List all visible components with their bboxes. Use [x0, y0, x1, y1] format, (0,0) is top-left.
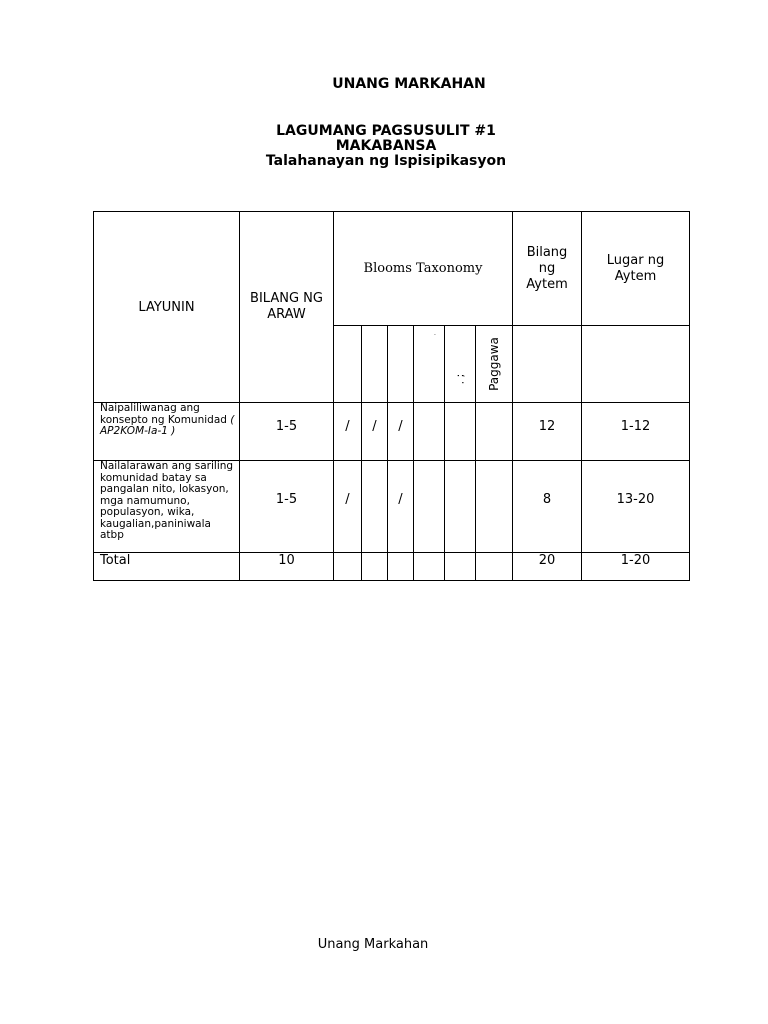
- header-blooms-label: Blooms Taxonomy: [363, 261, 483, 276]
- objective-cell: [94, 461, 240, 553]
- blooms-level-3: [388, 326, 414, 403]
- total-mark-cell: [388, 553, 414, 581]
- quarter-heading: UNANG MARKAHAN: [332, 76, 486, 92]
- total-mark-cell: [362, 553, 388, 581]
- total-location: 1-20: [582, 553, 690, 581]
- header-objective-label: LAYUNIN: [138, 299, 195, 315]
- location-cell: 13-20: [582, 461, 690, 553]
- header-location: [582, 212, 690, 326]
- blooms-level-4: [414, 326, 445, 403]
- total-label: Total: [94, 553, 240, 581]
- items-subheader-empty: [513, 326, 582, 403]
- header-objective: [94, 212, 240, 403]
- blooms-level-5-mark: . ;: [453, 373, 467, 385]
- subject-title: MAKABANSA: [335, 138, 437, 154]
- mark-cell: /: [388, 461, 414, 553]
- table-row: [94, 403, 690, 461]
- mark-cell: [445, 461, 476, 553]
- header-location-line2: Aytem: [614, 268, 657, 284]
- mark-cell: /: [362, 403, 388, 461]
- header-items-line3: Aytem: [526, 276, 568, 292]
- mark-cell: [476, 403, 513, 461]
- page-footer: Unang Markahan: [317, 937, 429, 952]
- header-items-line2: ng: [538, 260, 556, 276]
- header-location-line1: Lugar ng: [606, 252, 665, 268]
- location-subheader-empty: [582, 326, 690, 403]
- table-row: [94, 461, 690, 553]
- header-days: [240, 212, 334, 403]
- total-mark-cell: [445, 553, 476, 581]
- mark-cell: [414, 461, 445, 553]
- objective-text: Nailalarawan ang sariling komunidad batay sa pangalan nito, lokasyon, mga namumuno, populasyon, wika, kaugalian,paniniwala atbp: [100, 460, 234, 541]
- mark-cell: [362, 461, 388, 553]
- days-cell: 1-5: [240, 403, 334, 461]
- total-row: [94, 553, 690, 581]
- header-days-line1: BILANG NG: [250, 291, 323, 306]
- header-items: [513, 212, 582, 326]
- items-cell: 8: [513, 461, 582, 553]
- table-title: Talahanayan ng Ispisipikasyon: [265, 153, 507, 169]
- objective-text: Naipaliliwanag ang konsepto ng Komunidad: [100, 402, 231, 426]
- blooms-level-6-label: Paggawa: [487, 337, 501, 391]
- total-mark-cell: [334, 553, 362, 581]
- total-mark-cell: [476, 553, 513, 581]
- total-days: 10: [240, 553, 334, 581]
- header-days-line2: ARAW: [267, 307, 306, 322]
- header-blooms: [334, 212, 513, 326]
- blooms-level-5: [445, 326, 476, 403]
- mark-cell: /: [334, 461, 362, 553]
- blooms-level-4-mark: .: [434, 330, 436, 337]
- blooms-level-2: [362, 326, 388, 403]
- mark-cell: [445, 403, 476, 461]
- location-cell: 1-12: [582, 403, 690, 461]
- mark-cell: [414, 403, 445, 461]
- specification-table: [93, 211, 690, 581]
- mark-cell: /: [334, 403, 362, 461]
- header-items-line1: Bilang: [526, 244, 568, 260]
- total-mark-cell: [414, 553, 445, 581]
- mark-cell: [476, 461, 513, 553]
- quiz-title: LAGUMANG PAGSUSULIT #1: [276, 123, 496, 139]
- mark-cell: /: [388, 403, 414, 461]
- days-cell: 1-5: [240, 461, 334, 553]
- blooms-level-1: [334, 326, 362, 403]
- items-cell: 12: [513, 403, 582, 461]
- total-items: 20: [513, 553, 582, 581]
- header-row: [94, 212, 690, 326]
- objective-code: ( AP2KOM-Ia-1 ): [100, 413, 235, 437]
- blooms-level-6: [476, 326, 513, 403]
- objective-cell: [94, 403, 240, 461]
